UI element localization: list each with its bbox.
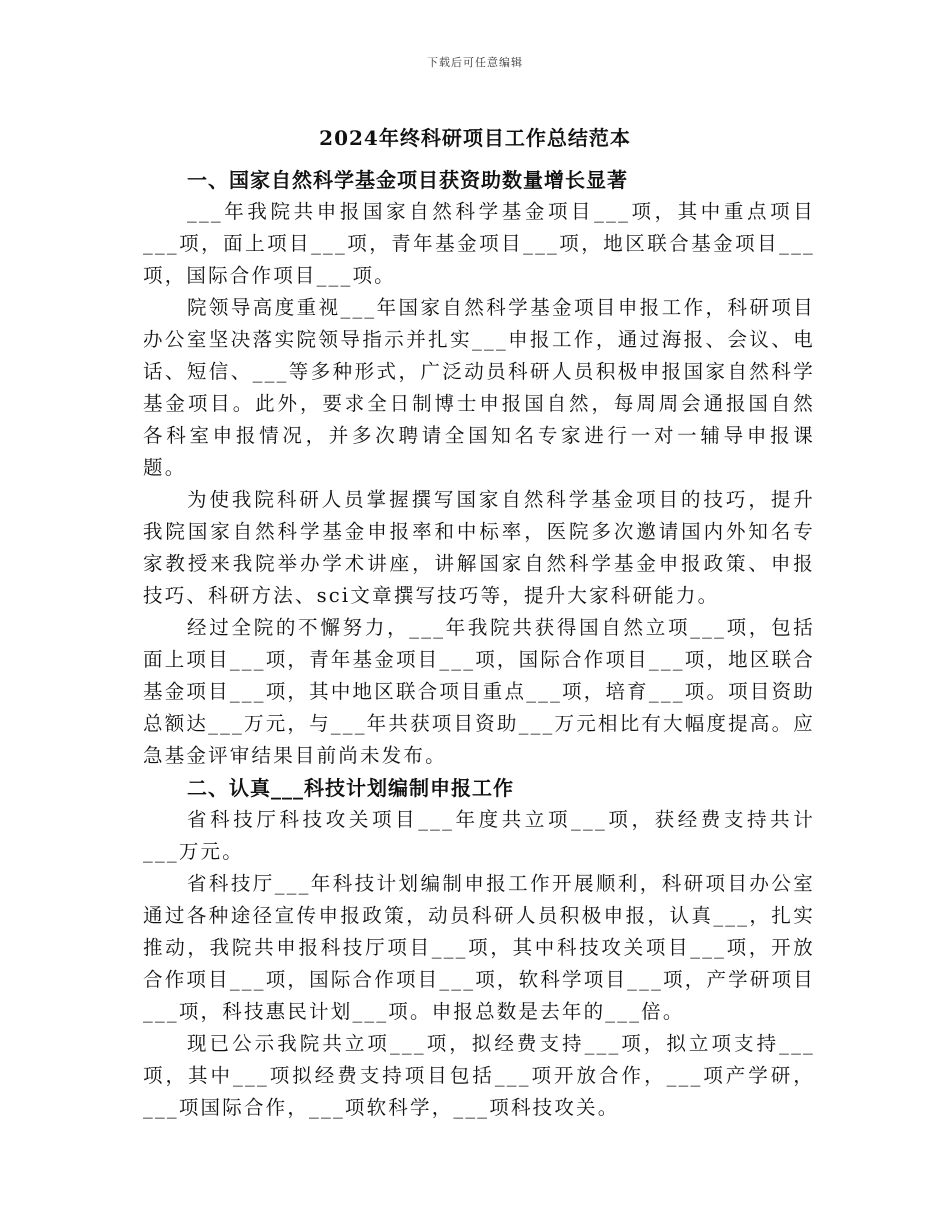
section-1-paragraph-3: 为使我院科研人员掌握撰写国家自然科学基金项目的技巧，提升我院国家自然科学基金申报率和中标率，医院多次邀请国内外知名专家教授来我院举办学术讲座，讲解国家自然科学基金申报政策、申报技巧、科研方法、sci文章撰写技巧等，提升大家科研能力。 [143, 488, 815, 607]
document-body [143, 164, 815, 1124]
section-heading-2: 二、认真___科技计划编制申报工作 [187, 776, 514, 800]
document-title: 2024年终科研项目工作总结范本 [319, 126, 631, 150]
header-note: 下载后可任意编辑 [427, 56, 523, 69]
section-2-paragraph-3: 现已公示我院共立项___项，拟经费支持___项，拟立项支持___项，其中___项拟经费支持项目包括___项开放合作，___项产学研，___项国际合作，___项软科学，___项科技攻关。 [143, 1032, 815, 1119]
section-2-paragraph-1: 省科技厅科技攻关项目___年度共立项___项，获经费支持共计___万元。 [143, 808, 815, 863]
section-heading-1: 一、国家自然科学基金项目获资助数量增长显著 [187, 168, 628, 192]
section-1-paragraph-2: 院领导高度重视___年国家自然科学基金项目申报工作，科研项目办公室坚决落实院领导指示并扎实___申报工作，通过海报、会议、电话、短信、___等多种形式，广泛动员科研人员积极申报国家自然科学基金项目。此外，要求全日制博士申报国自然，每周周会通报国自然各科室申报情况，并多次聘请全国知名专家进行一对一辅导申报课题。 [143, 296, 815, 479]
section-1-paragraph-1: ___年我院共申报国家自然科学基金项目___项，其中重点项目___项，面上项目___项，青年基金项目___项，地区联合基金项目___项，国际合作项目___项。 [143, 200, 815, 287]
section-1-paragraph-4: 经过全院的不懈努力，___年我院共获得国自然立项___项，包括面上项目___项，青年基金项目___项，国际合作项目___项，地区联合基金项目___项，其中地区联合项目重点___项，培育___项。项目资助总额达___万元，与___年共获项目资助___万元相比有大幅度提高。应急基金评审结果目前尚未发布。 [143, 616, 815, 767]
section-2-paragraph-2: 省科技厅___年科技计划编制申报工作开展顺利，科研项目办公室通过各种途径宣传申报政策，动员科研人员积极申报，认真___，扎实推动，我院共申报科技厅项目___项，其中科技攻关项目___项，开放合作项目___项，国际合作项目___项，软科学项目___项，产学研项目___项，科技惠民计划___项。申报总数是去年的___倍。 [143, 872, 815, 1023]
